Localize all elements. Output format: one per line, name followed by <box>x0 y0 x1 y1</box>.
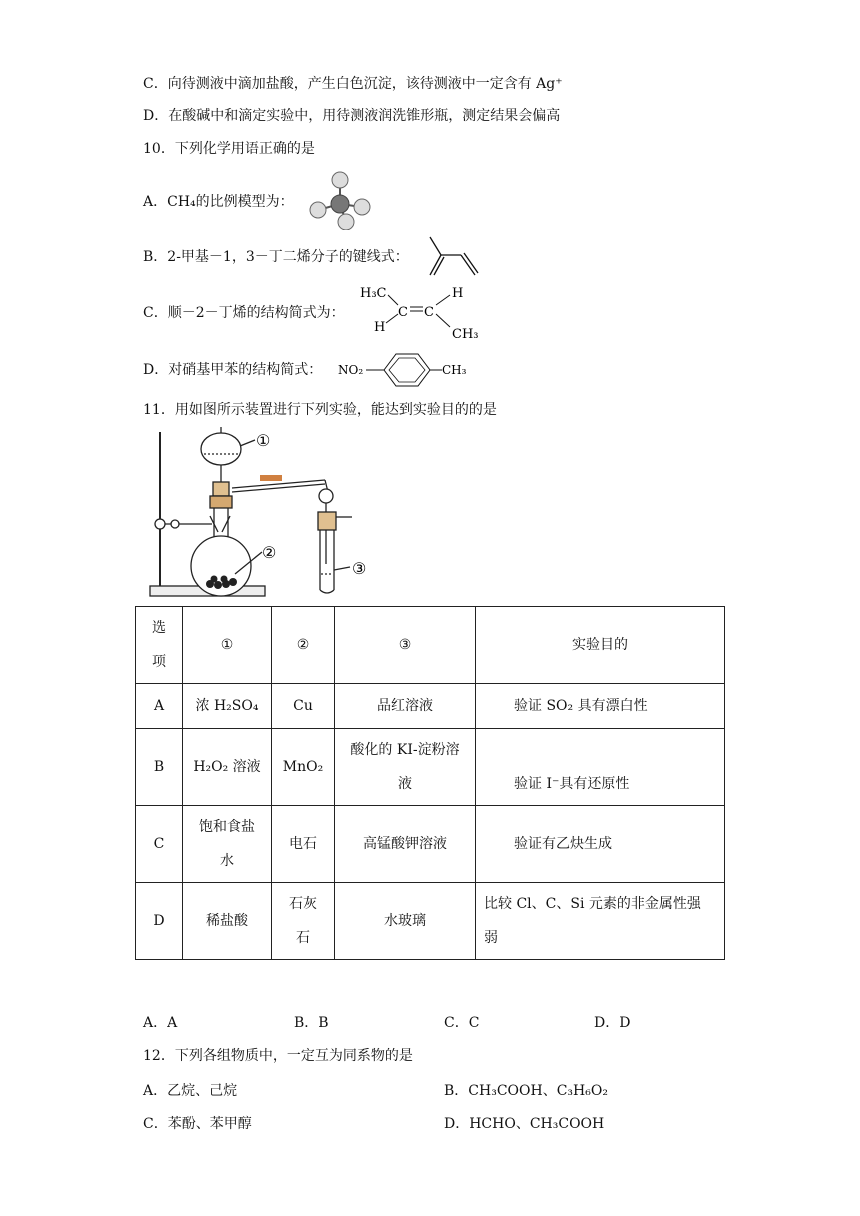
q12-option-d: D．HCHO、CH₃COOH <box>444 1116 605 1132</box>
q10-option-a: A．CH₄的比例模型为： <box>143 194 294 210</box>
label-ch3: CH₃ <box>452 327 479 342</box>
label-h-left: H <box>374 320 386 335</box>
cell: MnO₂ <box>272 729 335 806</box>
q9-option-d: D．在酸碱中和滴定实验中，用待测液润洗锥形瓶，测定结果会偏高 <box>143 108 561 124</box>
cell: C <box>136 806 183 883</box>
q9-option-c: C．向待测液中滴加盐酸，产生白色沉淀，该待测液中一定含有 Ag⁺ <box>143 76 563 92</box>
q10-option-c: C．顺－2－丁烯的结构简式为： <box>143 305 345 321</box>
table-header-row <box>136 607 725 684</box>
q12-stem: 12．下列各组物质中，一定互为同系物的是 <box>143 1048 413 1064</box>
gas-generation-apparatus <box>140 424 390 604</box>
cell: 稀盐酸 <box>183 883 272 960</box>
q11-answer-c: C．C <box>444 1015 480 1031</box>
label-no2: NO₂ <box>338 363 364 377</box>
cell: 酸化的 KI-淀粉溶 液 <box>335 729 476 806</box>
q10-stem: 10．下列化学用语正确的是 <box>143 141 315 157</box>
cell: 水玻璃 <box>335 883 476 960</box>
cell: B <box>136 729 183 806</box>
header-option: 选 项 <box>136 607 183 684</box>
cell: A <box>136 684 183 729</box>
carbon-right: C <box>424 305 434 320</box>
cell: 电石 <box>272 806 335 883</box>
q10-option-d: D．对硝基甲苯的结构简式： <box>143 362 323 378</box>
q11-answer-a: A．A <box>143 1015 178 1031</box>
q11-answer-b: B．B <box>294 1015 329 1031</box>
p-nitrotoluene-structure <box>336 350 476 390</box>
table-row <box>136 729 725 806</box>
header-2: ② <box>272 607 335 684</box>
q10-option-b: B．2-甲基－1，3－丁二烯分子的键线式： <box>143 249 409 265</box>
cis-2-butene-structure <box>358 283 488 343</box>
cell: 饱和食盐 水 <box>183 806 272 883</box>
cell: 验证 SO₂ 具有漂白性 <box>476 684 725 729</box>
cell: Cu <box>272 684 335 729</box>
label-1: ① <box>256 431 271 450</box>
cell: H₂O₂ 溶液 <box>183 729 272 806</box>
header-purpose: 实验目的 <box>476 607 725 684</box>
cell: 品红溶液 <box>335 684 476 729</box>
header-3: ③ <box>335 607 476 684</box>
label-h3c: H₃C <box>360 286 387 301</box>
cell: D <box>136 883 183 960</box>
cell: 验证 I⁻具有还原性 <box>476 729 725 806</box>
cell: 高锰酸钾溶液 <box>335 806 476 883</box>
label-3: ③ <box>352 559 367 578</box>
table-row <box>136 883 725 960</box>
q12-option-b: B．CH₃COOH、C₃H₆O₂ <box>444 1083 608 1099</box>
cell: 石灰 石 <box>272 883 335 960</box>
cell: 验证有乙炔生成 <box>476 806 725 883</box>
q11-stem: 11．用如图所示装置进行下列实验，能达到实验目的的是 <box>143 402 497 418</box>
label-h-right: H <box>452 286 464 301</box>
experiment-options-table <box>135 606 725 960</box>
table-row <box>136 684 725 729</box>
isoprene-skeletal-formula <box>425 233 485 279</box>
cell: 比较 Cl、C、Si 元素的非金属性强 弱 <box>476 883 725 960</box>
label-2: ② <box>262 543 277 562</box>
table-row <box>136 806 725 883</box>
q11-answer-d: D．D <box>594 1015 631 1031</box>
label-ch3-d: CH₃ <box>442 363 467 377</box>
carbon-left: C <box>398 305 408 320</box>
cell: 浓 H₂SO₄ <box>183 684 272 729</box>
methane-ball-stick-model <box>300 170 380 230</box>
header-1: ① <box>183 607 272 684</box>
q12-option-c: C．苯酚、苯甲醇 <box>143 1116 252 1132</box>
q12-option-a: A．乙烷、己烷 <box>143 1083 238 1099</box>
